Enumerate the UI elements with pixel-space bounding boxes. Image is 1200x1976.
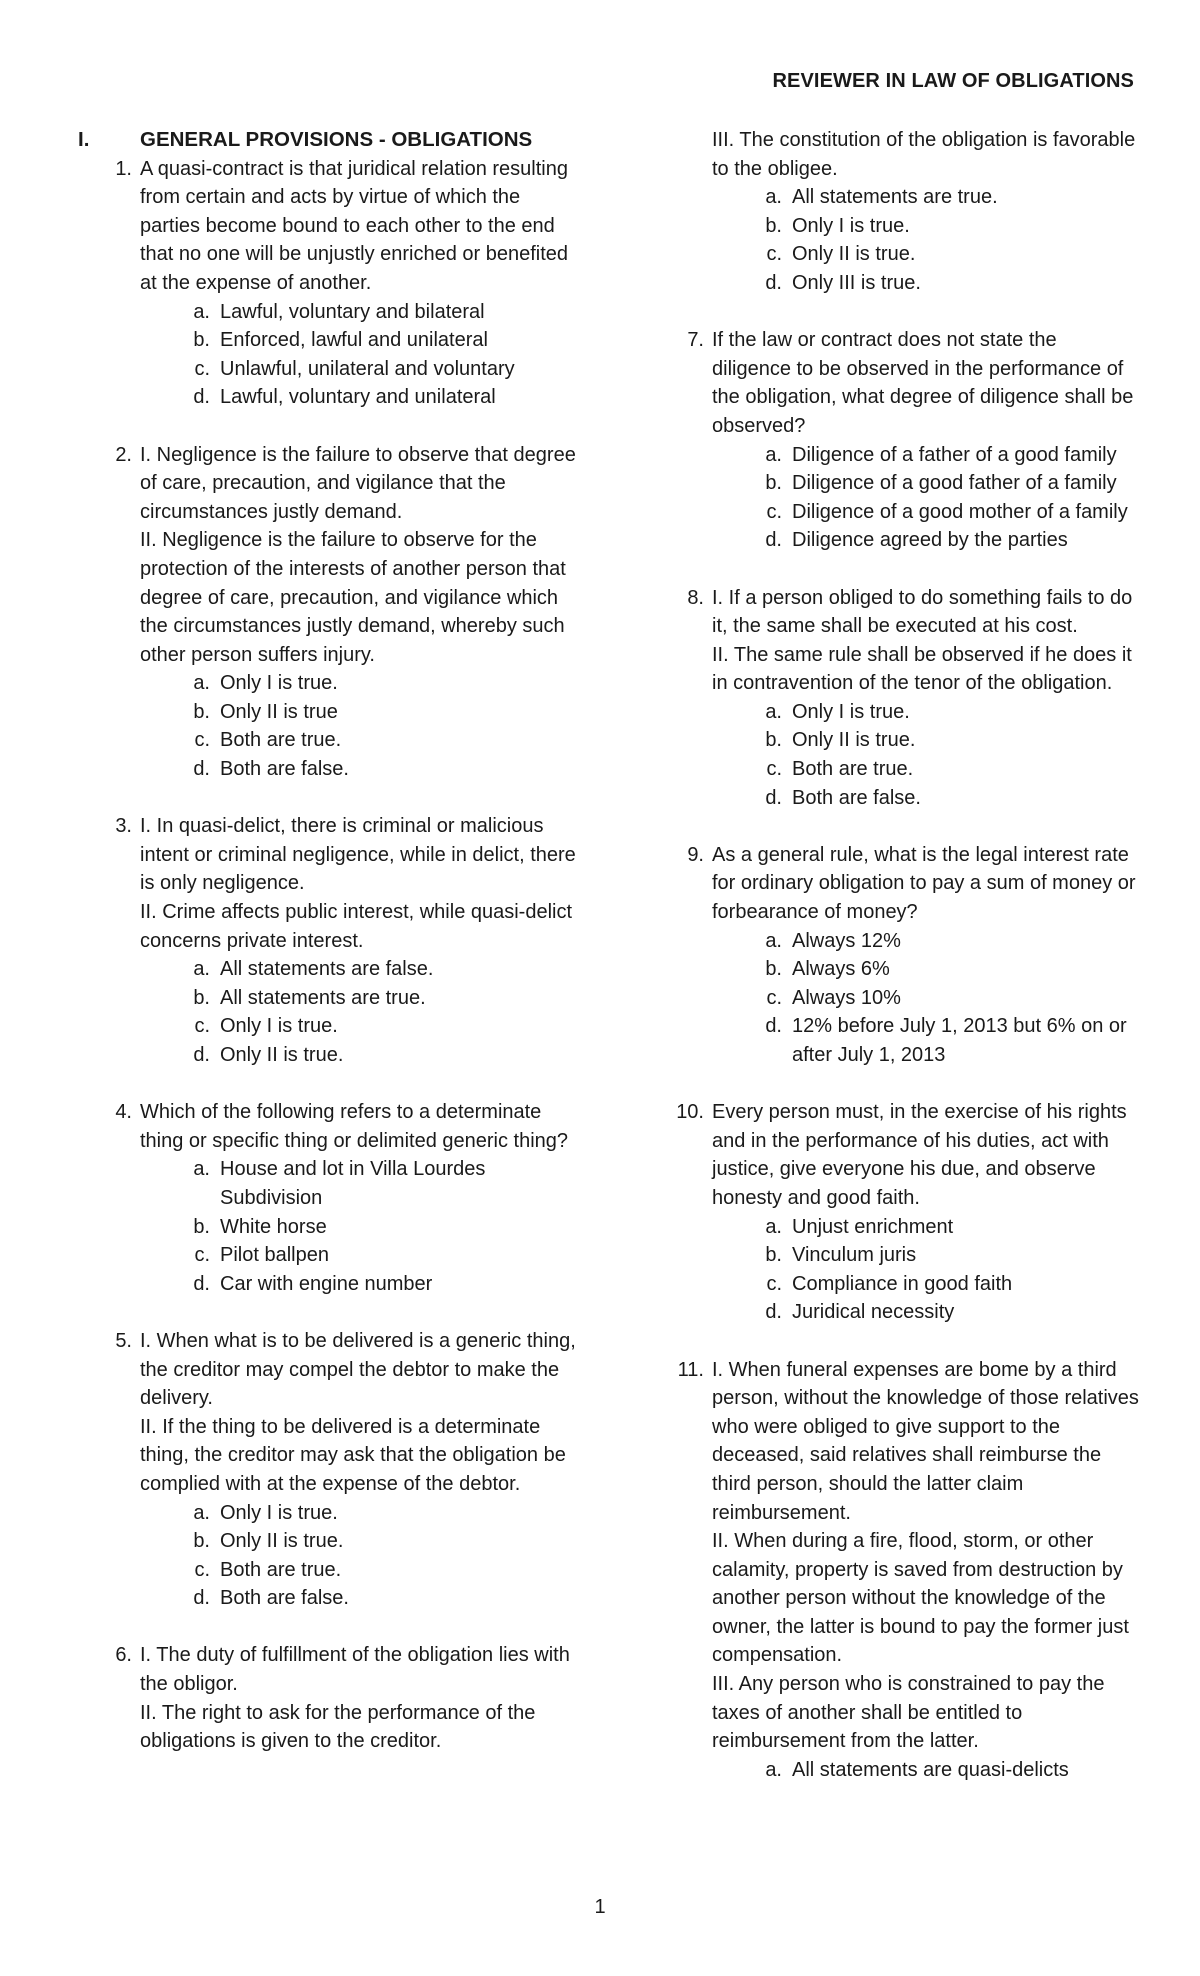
option-list bbox=[140, 1155, 578, 1298]
option-item bbox=[180, 755, 578, 784]
option-item bbox=[180, 1155, 578, 1212]
option-text: Diligence of a father of a good family bbox=[792, 443, 1117, 466]
question-row bbox=[78, 155, 578, 298]
option-text: Pilot ballpen bbox=[220, 1244, 329, 1267]
spacer bbox=[650, 555, 1140, 584]
option-item bbox=[752, 1213, 1140, 1242]
option-item bbox=[752, 1270, 1140, 1299]
option-item bbox=[180, 1556, 578, 1585]
question-statement: I. The duty of fulfillment of the obligation lies with the obligor. bbox=[140, 1644, 570, 1696]
question-number: 7. bbox=[687, 329, 704, 352]
option-item bbox=[180, 1241, 578, 1270]
option-text: Unlawful, unilateral and voluntary bbox=[220, 357, 515, 380]
section-roman: I. bbox=[78, 128, 90, 151]
question-row bbox=[78, 441, 578, 670]
option-item bbox=[180, 1527, 578, 1556]
option-item bbox=[752, 1298, 1140, 1327]
option-letter: b. bbox=[765, 214, 782, 237]
option-letter: a. bbox=[765, 443, 782, 466]
option-text: Only II is true. bbox=[220, 1044, 344, 1066]
option-letter: d. bbox=[765, 1015, 782, 1038]
option-list bbox=[712, 927, 1140, 1070]
option-letter: c. bbox=[766, 758, 782, 781]
question-number: 6. bbox=[115, 1644, 132, 1667]
question-statement: Every person must, in the exercise of his rights and in the performance of his duties, act with justice, give everyone his due, and observe honesty and good faith. bbox=[712, 1101, 1127, 1209]
option-list bbox=[712, 441, 1140, 555]
option-item bbox=[752, 498, 1140, 527]
option-text: Diligence agreed by the parties bbox=[792, 529, 1068, 552]
option-item bbox=[752, 269, 1140, 298]
option-item bbox=[180, 1499, 578, 1528]
spacer bbox=[650, 1327, 1140, 1356]
option-letter: c. bbox=[766, 500, 782, 523]
option-text: Only II is true bbox=[220, 700, 338, 723]
spacer bbox=[650, 1070, 1140, 1099]
question-item bbox=[78, 1098, 578, 1298]
left-column bbox=[78, 126, 578, 1756]
question-row bbox=[650, 1356, 1140, 1756]
option-text: All statements are false. bbox=[220, 958, 434, 981]
option-letter: c. bbox=[194, 729, 210, 752]
option-item bbox=[752, 1012, 1140, 1069]
spacer bbox=[78, 1298, 578, 1327]
question-statement: II. The right to ask for the performance of the obligations is given to the creditor. bbox=[140, 1701, 536, 1753]
option-letter: c. bbox=[766, 1272, 782, 1295]
option-letter: a. bbox=[765, 1215, 782, 1238]
option-item bbox=[752, 1241, 1140, 1270]
question-statement: II. Negligence is the failure to observe for the protection of the interests of another person that degree of care, precaution, and vigilance which the circumstances justly demand, whereby such other person suffers injury. bbox=[140, 529, 566, 666]
question-text bbox=[712, 841, 1140, 927]
option-item bbox=[752, 984, 1140, 1013]
option-text: Diligence of a good father of a family bbox=[792, 472, 1117, 495]
option-letter: a. bbox=[765, 1758, 782, 1781]
question-item bbox=[650, 1098, 1140, 1327]
question-text bbox=[140, 155, 578, 298]
question-item bbox=[78, 1327, 578, 1613]
spacer bbox=[78, 412, 578, 441]
option-text: 12% before July 1, 2013 but 6% on or after July 1, 2013 bbox=[792, 1015, 1127, 1066]
option-list bbox=[140, 955, 578, 1069]
question-statement: Which of the following refers to a determinate thing or specific thing or delimited generic thing? bbox=[140, 1101, 569, 1152]
option-text: Lawful, voluntary and bilateral bbox=[220, 300, 485, 323]
option-text: Both are false. bbox=[220, 758, 349, 781]
spacer bbox=[78, 1070, 578, 1099]
option-item bbox=[180, 984, 578, 1013]
option-text: Vinculum juris bbox=[792, 1244, 917, 1267]
option-text: All statements are true. bbox=[220, 986, 426, 1009]
question-statement: III. The constitution of the obligation is favorable to the obligee. bbox=[712, 129, 1136, 180]
option-text: Only I is true. bbox=[792, 214, 910, 237]
question-number: 2. bbox=[115, 443, 132, 466]
option-text: Unjust enrichment bbox=[792, 1215, 954, 1238]
option-item bbox=[752, 240, 1140, 269]
question-text bbox=[712, 326, 1140, 440]
option-text: House and lot in Villa Lourdes Subdivision bbox=[220, 1158, 486, 1209]
option-item bbox=[752, 784, 1140, 813]
right-question-list bbox=[650, 326, 1140, 1784]
question-item bbox=[650, 841, 1140, 1070]
option-text: Diligence of a good mother of a family bbox=[792, 500, 1128, 523]
option-text: Both are true. bbox=[792, 758, 914, 781]
option-letter: d. bbox=[193, 1044, 210, 1066]
option-letter: d. bbox=[193, 386, 210, 409]
option-text: Always 12% bbox=[792, 929, 901, 952]
question-statement: A quasi-contract is that juridical relation resulting from certain and acts by virtue of which the parties become bound to each other to the end that no one will be unjustly enriched or benefited at the expense of another. bbox=[140, 157, 569, 294]
option-text: Only II is true. bbox=[792, 243, 916, 266]
question-statement: As a general rule, what is the legal interest rate for ordinary obligation to pay a sum of money or forbearance of money? bbox=[712, 843, 1136, 924]
question-text bbox=[140, 1641, 578, 1755]
question-row bbox=[650, 584, 1140, 698]
question-number: 9. bbox=[687, 843, 704, 866]
option-text: Both are true. bbox=[220, 729, 342, 752]
option-item bbox=[752, 469, 1140, 498]
question-statement: I. In quasi-delict, there is criminal or malicious intent or criminal negligence, while in delict, there is only negligence. bbox=[140, 815, 576, 895]
page-number: 1 bbox=[594, 1896, 606, 1918]
option-item bbox=[752, 927, 1140, 956]
option-text: Only II is true. bbox=[792, 729, 916, 752]
question-6-continuation bbox=[650, 126, 1140, 326]
option-item bbox=[180, 1270, 578, 1299]
page-header: REVIEWER IN LAW OF OBLIGATIONS bbox=[772, 70, 1134, 92]
question-number: 11. bbox=[677, 1358, 704, 1381]
question-row bbox=[78, 812, 578, 955]
option-list bbox=[712, 1213, 1140, 1327]
spacer bbox=[650, 812, 1140, 841]
option-letter: d. bbox=[193, 1272, 210, 1295]
option-item bbox=[180, 955, 578, 984]
option-text: Only III is true. bbox=[792, 271, 921, 294]
option-text: Only I is true. bbox=[792, 700, 910, 723]
option-item bbox=[180, 726, 578, 755]
option-letter: a. bbox=[193, 1501, 210, 1524]
option-list bbox=[140, 1499, 578, 1613]
question-statement: II. When during a fire, flood, storm, or other calamity, property is saved from destruction by another person without the knowledge of the owner, the latter is bound to pay the former just compensation. bbox=[712, 1530, 1129, 1667]
option-text: Only I is true. bbox=[220, 1501, 338, 1524]
question-statement: I. When funeral expenses are bome by a third person, without the knowledge of those relatives who were obliged to give support to the deceased, said relatives shall reimburse the third person, should the latter claim reimbursement. bbox=[712, 1358, 1139, 1524]
option-list bbox=[140, 669, 578, 783]
spacer bbox=[78, 1613, 578, 1642]
question-row bbox=[78, 1327, 578, 1499]
question-number: 3. bbox=[115, 815, 132, 838]
question-text bbox=[140, 812, 578, 955]
question-item bbox=[78, 441, 578, 784]
option-item bbox=[180, 1213, 578, 1242]
question-text bbox=[650, 126, 1140, 183]
option-letter: c. bbox=[766, 243, 782, 266]
option-item bbox=[752, 1756, 1140, 1785]
question-statement: I. Negligence is the failure to observe that degree of care, precaution, and vigilance that the circumstances justly demand. bbox=[140, 443, 576, 523]
question-item bbox=[78, 1641, 578, 1755]
option-text: Compliance in good faith bbox=[792, 1272, 1013, 1295]
question-text bbox=[712, 1098, 1140, 1212]
option-text: White horse bbox=[220, 1215, 327, 1238]
option-letter: b. bbox=[193, 1530, 210, 1553]
option-item bbox=[180, 1584, 578, 1613]
question-statement: I. If a person obliged to do something fails to do it, the same shall be executed at his cost. bbox=[712, 586, 1133, 638]
option-text: Only II is true. bbox=[220, 1530, 344, 1553]
question-row bbox=[650, 841, 1140, 927]
question-number: 5. bbox=[115, 1329, 132, 1352]
option-list bbox=[712, 698, 1140, 812]
option-letter: b. bbox=[193, 986, 210, 1009]
option-item bbox=[752, 726, 1140, 755]
option-letter: a. bbox=[193, 300, 210, 323]
question-statement: If the law or contract does not state the diligence to be observed in the performance of the obligation, what degree of diligence shall be observed? bbox=[712, 329, 1134, 437]
option-item bbox=[180, 1041, 578, 1070]
option-item bbox=[180, 698, 578, 727]
section-heading bbox=[78, 126, 578, 155]
question-number: 8. bbox=[687, 586, 704, 609]
option-text: Always 6% bbox=[792, 958, 890, 981]
question-item bbox=[78, 155, 578, 412]
option-text: Only I is true. bbox=[220, 672, 338, 695]
option-letter: b. bbox=[765, 958, 782, 981]
option-letter: d. bbox=[765, 1301, 782, 1324]
option-letter: c. bbox=[194, 1558, 210, 1581]
option-letter: a. bbox=[765, 929, 782, 952]
option-item bbox=[752, 755, 1140, 784]
option-item bbox=[180, 669, 578, 698]
option-item bbox=[180, 298, 578, 327]
question-number: 10. bbox=[676, 1101, 704, 1124]
option-item bbox=[752, 526, 1140, 555]
question-text bbox=[140, 1327, 578, 1499]
question-item bbox=[650, 326, 1140, 555]
option-item bbox=[752, 955, 1140, 984]
question-item bbox=[650, 1356, 1140, 1785]
option-item bbox=[180, 326, 578, 355]
option-letter: b. bbox=[765, 472, 782, 495]
option-text: All statements are true. bbox=[792, 186, 998, 209]
option-letter: c. bbox=[194, 1244, 210, 1267]
option-item bbox=[752, 698, 1140, 727]
option-letter: d. bbox=[193, 758, 210, 781]
option-list bbox=[712, 1756, 1140, 1785]
question-number: 1. bbox=[115, 157, 132, 180]
option-list bbox=[712, 183, 1140, 297]
option-item bbox=[180, 1012, 578, 1041]
option-text: Juridical necessity bbox=[792, 1301, 955, 1324]
question-row bbox=[78, 1098, 578, 1155]
question-item bbox=[650, 126, 1140, 298]
option-letter: b. bbox=[193, 1215, 210, 1238]
question-text bbox=[140, 441, 578, 670]
option-letter: b. bbox=[193, 329, 210, 352]
question-text bbox=[140, 1098, 578, 1155]
option-item bbox=[752, 183, 1140, 212]
option-text: All statements are quasi-delicts bbox=[792, 1758, 1069, 1781]
option-letter: b. bbox=[765, 729, 782, 752]
option-text: Both are false. bbox=[220, 1587, 349, 1610]
option-letter: a. bbox=[765, 700, 782, 723]
option-item bbox=[752, 441, 1140, 470]
option-letter: d. bbox=[765, 786, 782, 809]
spacer bbox=[78, 784, 578, 813]
option-letter: a. bbox=[193, 1158, 210, 1181]
question-text bbox=[712, 1356, 1140, 1756]
question-statement: II. The same rule shall be observed if he does it in contravention of the tenor of the obligation. bbox=[712, 643, 1132, 695]
option-letter: c. bbox=[766, 986, 782, 1009]
option-text: Both are true. bbox=[220, 1558, 342, 1581]
option-item bbox=[180, 355, 578, 384]
question-row bbox=[650, 326, 1140, 440]
question-number: 4. bbox=[115, 1101, 132, 1124]
option-text: Always 10% bbox=[792, 986, 901, 1009]
question-row bbox=[650, 1098, 1140, 1212]
option-letter: d. bbox=[765, 529, 782, 552]
question-text bbox=[712, 584, 1140, 698]
question-statement: I. When what is to be delivered is a generic thing, the creditor may compel the debtor to make the delivery. bbox=[140, 1329, 576, 1410]
option-letter: a. bbox=[193, 672, 210, 695]
question-item bbox=[650, 584, 1140, 813]
option-text: Enforced, lawful and unilateral bbox=[220, 329, 488, 352]
option-letter: a. bbox=[765, 186, 782, 209]
option-text: Lawful, voluntary and unilateral bbox=[220, 386, 496, 409]
option-list bbox=[140, 298, 578, 412]
question-row bbox=[650, 126, 1140, 183]
option-letter: b. bbox=[193, 700, 210, 723]
option-text: Both are false. bbox=[792, 786, 921, 809]
question-statement: II. Crime affects public interest, while quasi-delict concerns private interest. bbox=[140, 901, 573, 952]
section-title: GENERAL PROVISIONS - OBLIGATIONS bbox=[140, 128, 533, 151]
option-text: Only I is true. bbox=[220, 1015, 338, 1038]
option-letter: c. bbox=[194, 357, 210, 380]
left-question-list bbox=[78, 155, 578, 1756]
option-letter: d. bbox=[765, 271, 782, 294]
option-letter: c. bbox=[194, 1015, 210, 1038]
option-letter: a. bbox=[193, 958, 210, 981]
spacer bbox=[650, 298, 1140, 327]
option-item bbox=[752, 212, 1140, 241]
question-item bbox=[78, 812, 578, 1069]
option-letter: d. bbox=[193, 1587, 210, 1610]
question-row bbox=[78, 1641, 578, 1755]
question-statement: III. Any person who is constrained to pay the taxes of another shall be entitled to reimbursement from the latter. bbox=[712, 1673, 1105, 1753]
question-statement: II. If the thing to be delivered is a determinate thing, the creditor may ask that the obligation be complied with at the expense of the debtor. bbox=[140, 1415, 566, 1495]
option-text: Car with engine number bbox=[220, 1272, 433, 1295]
option-letter: b. bbox=[765, 1244, 782, 1267]
option-item bbox=[180, 383, 578, 412]
right-column bbox=[650, 126, 1140, 1784]
